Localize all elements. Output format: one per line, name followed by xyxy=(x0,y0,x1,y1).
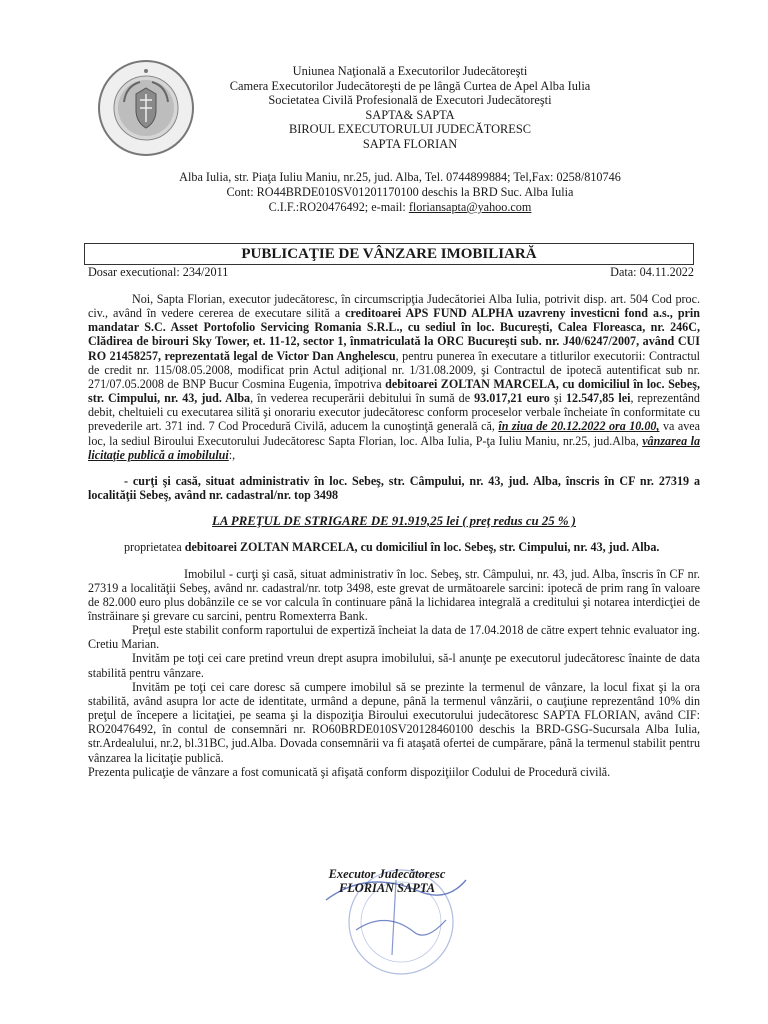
creditor-text: creditoarei APS FUND ALPHA uzavreny investicni fond a.s., prin mandatar S.C. Asset Portofolio Servicing Romania S.R.L., cu sediul în loc. Bucureşti, Calea Floreasca, nr. 246C, Clădirea de birouri Sky Tower, et. 11-12, sector 1, înmatriculată la ORC Bucureşti sub. nr. J40/6247/2007, având CUI RO 21458257, reprezentată legal de Victor Dan Anghelescu xyxy=(88,306,700,363)
contact-block xyxy=(100,170,700,215)
encumbrances-paragraph: Imobilul - curţi şi casă, situat administrativ în loc. Sebeş, str. Câmpului, nr. 43, jud. Alba, înscris în CF nr. 27319 a localităţii Sebeş, având nr. cadastral/nr. totp 3498, este grevat de următoarele sarcini: ipotecă de prim rang în valoare de 82.000 euro plus dobânzile ce se vor calcula în continuare până la lichidarea integrală a creditului şi notarea interdicţiei de înstrăinare şi grevare cu sarcini, pentru Romexterra Bank. xyxy=(88,566,700,623)
email-link[interactable]: floriansapta@yahoo.com xyxy=(408,200,532,214)
signature-title: Executor Judecătoresc xyxy=(328,867,446,881)
signature-name: FLORIAN SAPTA xyxy=(338,881,436,895)
header-line: Camera Executorilor Judecătoreşti de pe lângă Curtea de Apel Alba Iulia xyxy=(229,78,591,93)
text-run: Noi, Sapta Florian, executor judecătoresc, în circumscripţia Judecătoriei Alba Iulia, potrivit disp. art. 504 Cod proc. civ., având în vedere cererea de executare silită a xyxy=(88,292,700,321)
case-number: Dosar executional: 234/2011 xyxy=(88,265,229,279)
property-description: - curţi şi casă, situat administrativ în loc. Sebeş, str. Câmpului, nr. 43, jud. Alba, înscris în CF nr. 27319 a localităţii Sebeş, având nr. cadastral/nr. top 3498 xyxy=(88,473,700,503)
owner-paragraph xyxy=(88,540,700,554)
document-body xyxy=(88,292,700,779)
header-line: BIROUL EXECUTORULUI JUDECĂTORESC xyxy=(288,122,532,137)
document-date: Data: 04.11.2022 xyxy=(610,265,694,279)
claims-invitation: Invităm pe toţi cei care pretind vreun drept asupra imobilului, să-l anunţe pe executorul judecătoresc înainte de data stabilită pentru vânzare. xyxy=(88,651,700,680)
institution-header xyxy=(200,64,620,152)
text-run: , pentru punerea în executare a titlurilor executorii: Contractul de credit nr. 115/08.05.2008, modificat prin Actul adiţional nr. 1/31.08.2009, şi Contractul de ipotecă autentificat sub nr. 271/07.05.2008 de BNP Bucur Cosmina Eugenia, împotriva xyxy=(88,348,700,391)
debt-lei: 12.547,85 lei xyxy=(565,391,631,406)
cif-label: C.I.F.:RO20476492; e-mail: xyxy=(268,200,409,214)
auction-date: în ziua de 20.12.2022 ora 10.00, xyxy=(498,419,660,434)
text-run: , reprezentând debit, cheltuieli cu executarea silită şi onorariu executor judecătoresc conform proceselor verbale încheiate în conformitate cu prevederile art. 371 ind. 7 Cod Procedură Civilă, aducem la cunoştinţă generală că, xyxy=(88,391,700,434)
publication-note: Prezenta pulicaţie de vânzare a fost comunicată şi afişată conform dispoziţiilor Codului de Procedură civilă. xyxy=(88,764,611,779)
text-run: va avea loc, la sediul Biroului Executorului Judecătoresc Sapta Florian, loc. Alba Iulia, P-ţa Iuliu Maniu, nr.25, jud.Alba, xyxy=(88,419,700,448)
valuation-paragraph: Preţul este stabilit conform raportului de expertiză încheiat la data de 17.04.2018 de către expert tehnic evaluator ing. Cretiu Marian. xyxy=(88,623,700,652)
starting-price: LA PREŢUL DE STRIGARE DE 91.919,25 lei ( preţ redus cu 25 % ) xyxy=(212,514,576,529)
header-line: Uniunea Naţională a Executorilor Judecătoreşti xyxy=(292,64,528,78)
bailiffs-union-seal xyxy=(96,58,196,158)
owner-text: debitoarei ZOLTAN MARCELA, cu domiciliul în loc. Sebeş, str. Cimpului, nr. 43, jud. Alba. xyxy=(184,540,660,555)
document-title: PUBLICAŢIE DE VÂNZARE IMOBILIARĂ xyxy=(84,243,694,265)
cif-line xyxy=(100,200,700,215)
header-line: Societatea Civilă Profesională de Executori Judecătoreşti xyxy=(268,93,552,108)
address-line: Alba Iulia, str. Piaţa Iuliu Maniu, nr.25, jud. Alba, Tel. 0744899884; Tel,Fax: 0258/810746 xyxy=(179,170,621,184)
buyers-invitation: Invităm pe toţi cei care doresc să cumpere imobilul să se prezinte la termenul de vânzare, la locul fixat şi la ora stabilită, având asupra lor acte de identitate, urmând a depune, până la termenul vânzării, o cauţiune reprezentând 10% din preţul de începere a licitaţiei, pe seama şi la dispoziţia Biroului executorului judecătoresc SAPTA FLORIAN, având CIF: RO20476492, în contul de consemnări nr. RO60BRDE010SV20128460100 deschis la BRD-GSG-Sucursala Alba Iulia, str.Ardealului, nr.2, bl.31BC, jud.Alba. Dovada consemnării va fi ataşată ofertei de cumpărare, până la termenul stabilit pentru vânzarea la licitaţie publică. xyxy=(88,679,700,765)
intro-paragraph xyxy=(88,292,700,462)
auction-notice: vânzarea la licitaţie publică a imobilului xyxy=(88,433,700,462)
text-run: şi xyxy=(549,391,566,406)
text-run: proprietatea xyxy=(124,540,185,555)
header-line: SAPTA& SAPTA xyxy=(365,107,455,122)
text-run: :, xyxy=(228,447,236,462)
header-line: SAPTA FLORIAN xyxy=(362,136,458,151)
text-run: , în vederea recuperării debitului în sumă de xyxy=(250,391,475,406)
debt-euro: 93.017,21 euro xyxy=(474,391,550,406)
account-line: Cont: RO44BRDE010SV01201170100 deschis la BRD Suc. Alba Iulia xyxy=(226,185,574,199)
signature-block xyxy=(312,867,462,895)
debtor-text: debitoarei ZOLTAN MARCELA, cu domiciliul în loc. Sebeş, str. Cimpului, nr. 43, jud. Alba xyxy=(88,376,700,406)
